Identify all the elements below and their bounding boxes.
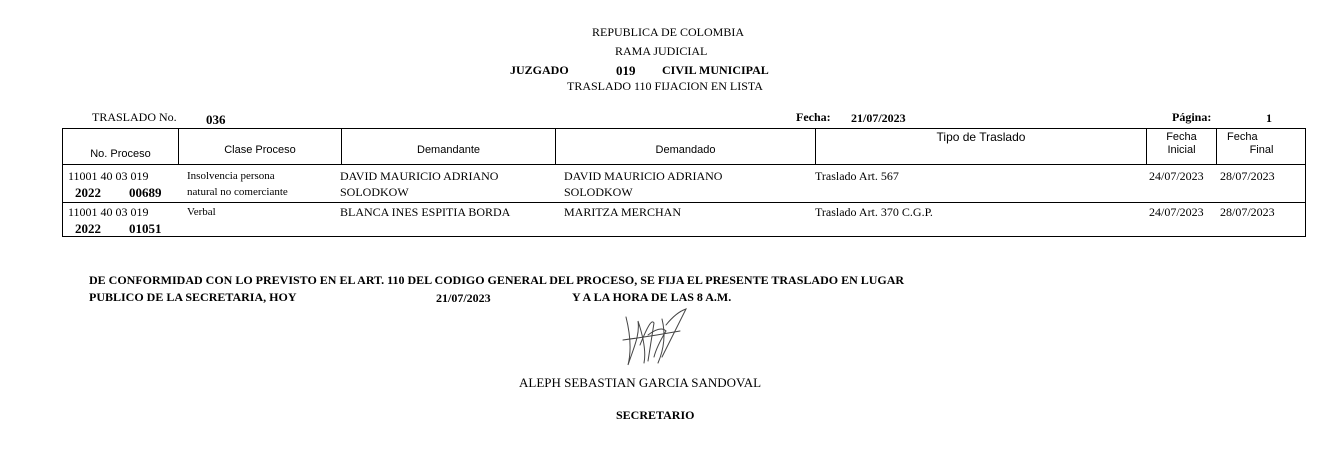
header-rama-judicial: RAMA JUDICIAL — [615, 44, 708, 58]
row1-demandado-line1: DAVID MAURICIO ADRIANO — [564, 169, 723, 183]
row-divider — [63, 202, 1305, 203]
conformidad-text-line1: DE CONFORMIDAD CON LO PREVISTO EN EL ART. 110 DEL CODIGO GENERAL DEL PROCESO, SE FIJA EL PRESENTE TRASLADO EN LUGAR — [89, 273, 905, 287]
header-juzgado-type: CIVIL MUNICIPAL — [662, 63, 769, 77]
row2-clase-line1: Verbal — [187, 206, 216, 218]
header-juzgado-label: JUZGADO — [510, 63, 569, 77]
header-divider — [63, 164, 1305, 165]
pagina-value: 1 — [1266, 111, 1272, 125]
pagina-label: Página: — [1172, 110, 1212, 124]
traslado-label: TRASLADO No. — [92, 110, 177, 124]
th-fecha-final-1: Fecha — [1227, 131, 1258, 143]
row1-demandante-line1: DAVID MAURICIO ADRIANO — [340, 169, 499, 183]
signature-image — [618, 305, 693, 370]
th-no-proceso: No. Proceso — [90, 148, 151, 160]
header-traslado-fijacion: TRASLADO 110 FIJACION EN LISTA — [567, 79, 763, 93]
conformidad-text-line2b: Y A LA HORA DE LAS 8 A.M. — [572, 290, 732, 304]
row2-proceso-number: 01051 — [129, 221, 162, 236]
signer-role: SECRETARIO — [616, 408, 695, 422]
row1-fecha-inicial: 24/07/2023 — [1149, 169, 1204, 183]
row2-demandado-line1: MARITZA MERCHAN — [564, 205, 682, 219]
th-fecha-inicial-1: Fecha — [1166, 131, 1197, 143]
conformidad-text-line2a: PUBLICO DE LA SECRETARIA, HOY — [89, 290, 297, 304]
row2-tipo-traslado: Traslado Art. 370 C.G.P. — [815, 205, 933, 219]
row2-proceso-year: 2022 — [75, 221, 101, 236]
row2-proceso-top: 11001 40 03 019 — [68, 205, 149, 219]
header-juzgado-number: 019 — [616, 63, 636, 78]
traslado-number: 036 — [206, 112, 226, 127]
header-republica: REPUBLICA DE COLOMBIA — [592, 25, 745, 39]
row2-fecha-final: 28/07/2023 — [1220, 205, 1275, 219]
row1-proceso-year: 2022 — [75, 185, 101, 200]
row2-demandante-line1: BLANCA INES ESPITIA BORDA — [340, 205, 511, 219]
th-clase-proceso: Clase Proceso — [224, 144, 296, 156]
th-fecha-final-2: Final — [1249, 144, 1274, 156]
th-tipo-traslado: Tipo de Traslado — [936, 130, 1026, 144]
th-fecha-inicial-2: Inicial — [1167, 144, 1196, 156]
row1-demandado-line2: SOLODKOW — [564, 185, 633, 199]
row1-tipo-traslado: Traslado Art. 567 — [815, 169, 899, 183]
fecha-value: 21/07/2023 — [851, 111, 906, 125]
row1-fecha-final: 28/07/2023 — [1220, 169, 1275, 183]
conformidad-date: 21/07/2023 — [436, 291, 491, 305]
row1-clase-line1: Insolvencia persona — [187, 170, 275, 182]
row1-clase-line2: natural no comerciante — [187, 186, 288, 198]
fecha-label: Fecha: — [796, 110, 831, 124]
signer-name: ALEPH SEBASTIAN GARCIA SANDOVAL — [519, 375, 762, 390]
th-demandante: Demandante — [417, 144, 480, 156]
row2-fecha-inicial: 24/07/2023 — [1149, 205, 1204, 219]
th-demandado: Demandado — [655, 144, 716, 156]
row1-proceso-number: 00689 — [129, 185, 162, 200]
row1-proceso-top: 11001 40 03 019 — [68, 169, 149, 183]
traslados-table — [62, 128, 1306, 237]
row1-demandante-line2: SOLODKOW — [340, 185, 409, 199]
